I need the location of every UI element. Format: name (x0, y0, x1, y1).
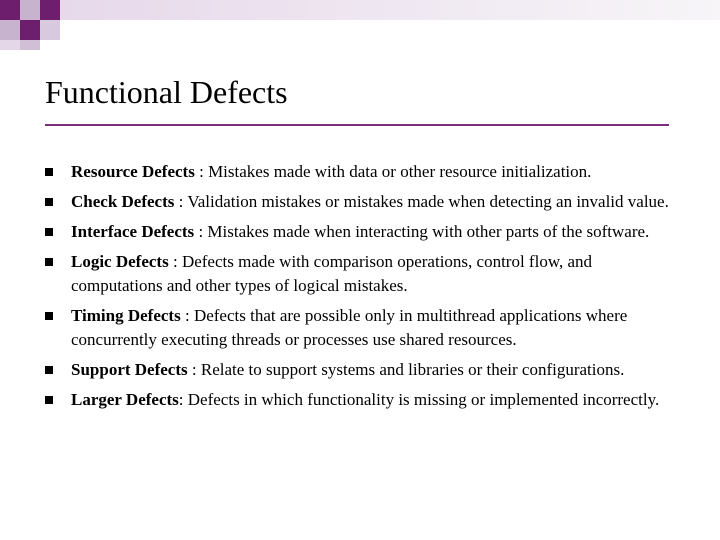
defect-description: Validation mistakes or mistakes made when detecting an invalid value. (187, 192, 669, 211)
slide-title: Functional Defects (45, 74, 288, 110)
defect-description: Defects made with comparison operations, control flow, and computations and other types of logical mistakes. (71, 252, 593, 295)
square-bullet-icon (45, 198, 53, 206)
term-separator: : (168, 252, 182, 271)
square-bullet-icon (45, 312, 53, 320)
decorative-checker-banner (0, 0, 720, 50)
square-bullet-icon (45, 168, 53, 176)
defect-description: Relate to support systems and libraries or their configurations. (200, 360, 625, 379)
defect-term: Logic Defects (71, 252, 169, 271)
defect-term: Resource Defects (71, 162, 195, 181)
list-item (45, 190, 685, 214)
list-item (45, 250, 685, 298)
list-item (45, 358, 685, 382)
square-bullet-icon (45, 366, 53, 374)
square-bullet-icon (45, 396, 53, 404)
term-separator: : (180, 306, 194, 325)
defect-description: Mistakes made when interacting with other parts of the software. (207, 222, 650, 241)
term-separator: : (174, 192, 188, 211)
defect-term: Support Defects (71, 360, 188, 379)
defect-description: Defects that are possible only in multithread applications where concurrently executing threads or processes use shared resources. (71, 306, 628, 349)
defect-term: Larger Defects (71, 390, 179, 409)
square-bullet-icon (45, 228, 53, 236)
square-bullet-icon (45, 258, 53, 266)
list-item (45, 388, 685, 412)
defect-term: Interface Defects (71, 222, 195, 241)
defect-term: Timing Defects (71, 306, 181, 325)
title-divider (45, 124, 669, 126)
bullet-list (45, 160, 685, 418)
list-item (45, 220, 685, 244)
term-separator: : (194, 222, 208, 241)
defect-description: Defects in which functionality is missing or implemented incorrectly. (187, 390, 660, 409)
term-separator: : (178, 390, 188, 409)
list-item (45, 304, 685, 352)
defect-description: Mistakes made with data or other resource initialization. (208, 162, 592, 181)
term-separator: : (187, 360, 201, 379)
list-item (45, 160, 685, 184)
term-separator: : (194, 162, 209, 181)
defect-term: Check Defects (71, 192, 175, 211)
